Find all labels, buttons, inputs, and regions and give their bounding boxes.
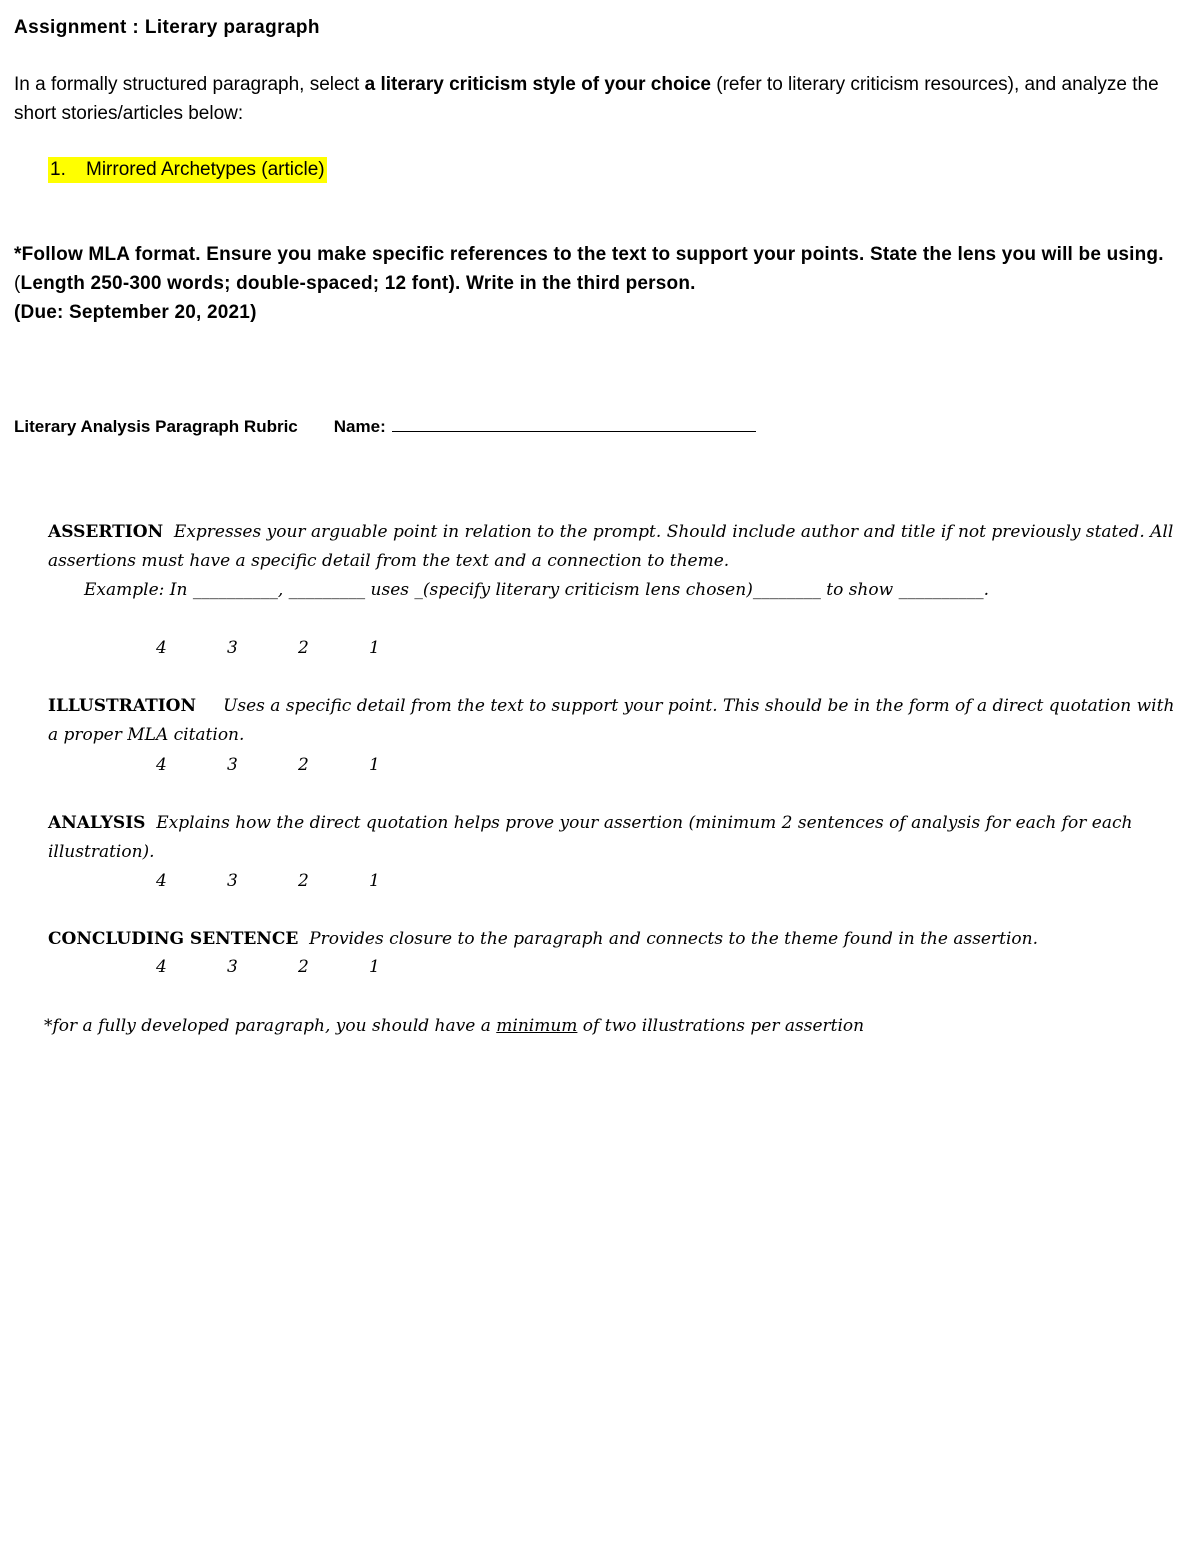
footnote-text-start: *for a fully developed paragraph, you should have a	[44, 1016, 497, 1036]
criterion-description: Uses a specific detail from the text to support your point. This should be in the form of a direct quotation with a proper MLA citation.	[48, 696, 1175, 745]
criterion-name: ASSERTION	[48, 522, 164, 542]
criterion-illustration	[48, 692, 1178, 750]
footnote-underlined: minimum	[496, 1016, 578, 1036]
assertion-example: Example: In __________, _________ uses _(specify literary criticism lens chosen)________ to show __________.	[84, 580, 989, 600]
instructions-length: Length 250-300 words; double-spaced; 12 font). Write in the third person.	[20, 273, 696, 294]
score-option[interactable]: 4	[156, 755, 167, 775]
criterion-name: ANALYSIS	[48, 813, 146, 833]
intro-text-start: In a formally structured paragraph, select	[14, 74, 365, 95]
score-row-assertion	[156, 634, 440, 663]
score-option[interactable]: 1	[369, 638, 380, 658]
score-option[interactable]: 4	[156, 638, 167, 658]
score-option[interactable]: 4	[156, 957, 167, 977]
score-option[interactable]: 1	[369, 957, 380, 977]
score-row-illustration	[156, 751, 440, 780]
assignment-instructions	[14, 240, 1184, 327]
rubric-header	[14, 414, 756, 440]
criterion-description: Provides closure to the paragraph and connects to the theme found in the assertion.	[309, 929, 1038, 949]
score-option[interactable]: 3	[227, 957, 238, 977]
instructions-due-date: (Due: September 20, 2021)	[14, 302, 257, 323]
score-option[interactable]: 1	[369, 871, 380, 891]
criterion-concluding-sentence	[48, 925, 1178, 954]
list-item-label: Mirrored Archetypes (article)	[86, 159, 325, 180]
criterion-name: ILLUSTRATION	[48, 696, 197, 716]
score-option[interactable]: 1	[369, 755, 380, 775]
criterion-description: Expresses your arguable point in relation to the prompt. Should include author and title if not previously stated. All assertions must have a specific detail from the text and a connection to theme.	[48, 522, 1174, 571]
rubric-footnote	[44, 1012, 864, 1041]
score-option[interactable]: 2	[298, 638, 309, 658]
score-row-concluding	[156, 953, 440, 982]
name-label: Name:	[333, 417, 386, 436]
instructions-line-2	[14, 269, 1184, 298]
criterion-analysis	[48, 809, 1178, 867]
score-option[interactable]: 2	[298, 755, 309, 775]
intro-paragraph	[14, 71, 1174, 128]
list-item-number: 1.	[50, 159, 66, 180]
intro-bold-text: a literary criticism style of your choice	[364, 74, 711, 95]
intro-text-end: (refer to literary criticism resources), and analyze the short stories/articles below:	[14, 74, 1159, 124]
footnote-text-end: of two illustrations per assertion	[577, 1016, 865, 1036]
score-option[interactable]: 3	[227, 755, 238, 775]
criterion-description: Explains how the direct quotation helps prove your assertion (minimum 2 sentences of analysis for each for each illustration).	[48, 813, 1133, 862]
score-option[interactable]: 3	[227, 638, 238, 658]
score-option[interactable]: 2	[298, 871, 309, 891]
name-field-line[interactable]	[392, 417, 756, 432]
score-option[interactable]: 3	[227, 871, 238, 891]
instructions-line-1: *Follow MLA format. Ensure you make specific references to the text to support your points. State the lens you will be using.	[14, 244, 1164, 265]
reading-list-item	[48, 157, 327, 183]
rubric-title: Literary Analysis Paragraph Rubric	[14, 417, 298, 436]
score-row-analysis	[156, 867, 440, 896]
criterion-name: CONCLUDING SENTENCE	[48, 929, 299, 949]
criterion-assertion	[48, 518, 1178, 576]
score-option[interactable]: 4	[156, 871, 167, 891]
instructions-paren: (	[14, 273, 21, 294]
assignment-title: Assignment : Literary paragraph	[14, 17, 320, 38]
score-option[interactable]: 2	[298, 957, 309, 977]
